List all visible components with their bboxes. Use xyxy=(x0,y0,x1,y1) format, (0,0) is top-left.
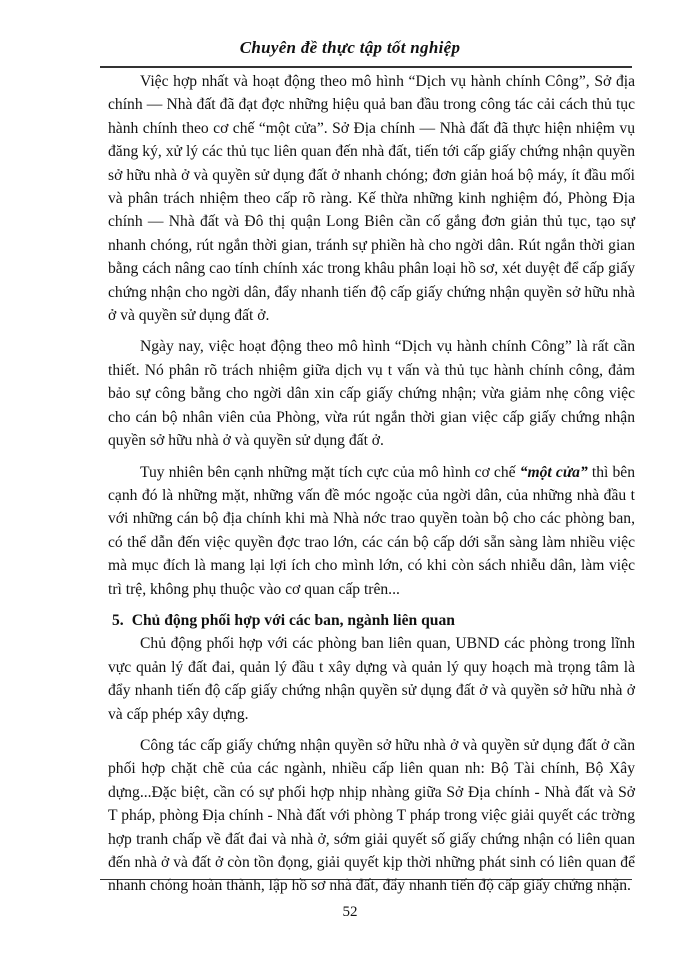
paragraph-4: Chủ động phối hợp với các phòng ban liên quan, UBND các phòng trong lĩnh vực quản lý đất đai, quản lý đầu t xây dựng và quản lý quy hoạch mà trọng tâm là đẩy nhanh tiến độ cấp giấy chứng nhận quyền sử dụng đất ở và quyền sở hữu nhà ở và cấp phép xây dựng. xyxy=(108,635,635,723)
paragraph-5: Công tác cấp giấy chứng nhận quyền sở hữu nhà ở và quyền sử dụng đất ở cần phối hợp chặt chẽ của các ngành, nhiều cấp liên quan nh: Bộ Tài chính, Bộ Xây dựng...Đặc biệt, cần có sự phối hợp nhịp nhàng giữa Sở Địa chính - Nhà đất và Sở T pháp, phòng Địa chính - Nhà đất với phòng T pháp trong việc giải quyết các trờng hợp tranh chấp về đất đai và nhà ở, sớm giải quyết số giấy chứng nhận có liên quan đến nhà ở và đất ở còn tồn đọng, giải quyết kịp thời những phát sinh có liên quan để nhanh chóng hoàn thành, lập hồ sơ nhà đất, đẩy nhanh tiến độ cấp giấy chứng nhận. xyxy=(108,736,635,895)
paragraph-3-text-end: thì bên cạnh đó là những mặt, những vấn đề móc ngoặc của ngời dân, của những nhà đầu t với những cán bộ địa chính khi mà Nhà nớc trao quyền toàn bộ cho các phòng ban, có thể dẫn đến việc quyền đợc trao lớn, các cán bộ cấp dới sẵn sàng làm nhiều việc mà mục đích là mang lại lợi ích cho mình lớn, có khi còn sách nhiễu dân, làm việc trì trệ, không phụ thuộc vào cơ quan cấp trên... xyxy=(108,463,635,598)
paragraph-3-text-start: Tuy nhiên bên cạnh những mặt tích cực của mô hình cơ chế xyxy=(140,463,520,481)
page-header-title: Chuyên đề thực tập tốt nghiệp xyxy=(239,38,461,57)
paragraph-3 xyxy=(108,461,635,601)
section-title: Chủ động phối hợp với các ban, ngành liên quan xyxy=(131,611,455,629)
paragraph-3-emphasis: “một cửa” xyxy=(519,463,588,481)
paragraph-2: Ngày nay, việc hoạt động theo mô hình “Dịch vụ hành chính Công” là rất cần thiết. Nó phân rõ trách nhiệm giữa dịch vụ t vấn và thủ tục hành chính công, đảm bảo sự công bằng cho ngời dân xin cấp giấy chứng nhận; vừa giảm nhẹ công việc cho cán bộ nhân viên của Phòng, vừa rút ngắn thời gian việc cấp giấy chứng nhận quyền sở hữu nhà ở và quyền sử dụng đất ở. xyxy=(108,338,635,450)
section-number: 5. xyxy=(112,611,124,629)
document-body xyxy=(108,70,635,906)
paragraph-1: Việc hợp nhất và hoạt động theo mô hình “Dịch vụ hành chính Công”, Sở địa chính — Nhà đất đã đạt đợc những hiệu quả ban đầu trong công tác cải cách thủ tục hành chính theo cơ chế “một cửa”. Sở Địa chính — Nhà đất đã thực hiện nhiệm vụ đăng ký, xử lý các thủ tục liên quan đến nhà đất, tiến tới cấp giấy chứng nhận quyền sở hữu nhà ở và quyền sử dụng đất ở nhanh chóng; đơn giản hoá bộ máy, ít đầu mối và phân trách nhiệm theo cấp rõ ràng. Kế thừa những kinh nghiệm đó, Phòng Địa chính — Nhà đất và Đô thị quận Long Biên cần cố gắng đơn giản thủ tục, tạo sự nhanh chóng, rút ngắn thời gian, tránh sự phiền hà cho ngời dân. Rút ngắn thời gian bằng cách nâng cao tính chính xác trong khâu phân loại hồ sơ, xét duyệt để cấp giấy chứng nhận cho ngời dân, đẩy nhanh tiến độ cấp giấy chứng nhận quyền sở hữu nhà ở và quyền sử dụng đất ở. xyxy=(108,73,635,325)
footer-rule xyxy=(100,879,632,880)
page-number: 52 xyxy=(342,904,358,920)
header-rule xyxy=(100,66,632,68)
section-heading xyxy=(108,609,635,632)
